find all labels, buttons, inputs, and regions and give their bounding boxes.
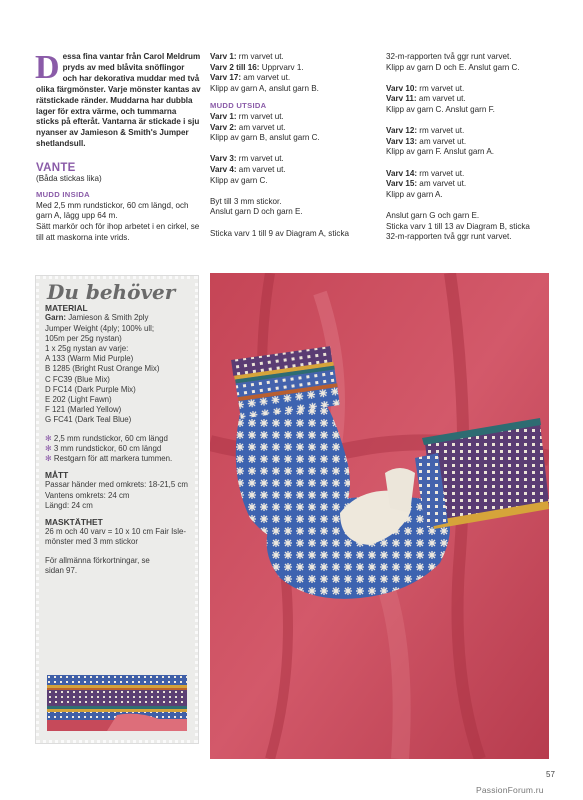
gauge-heading: MASKTÄTHET (45, 517, 103, 528)
instruction-line: 32-m-rapporten två ggr runt varvet. (386, 52, 512, 61)
row-text: am varvet ut. (241, 73, 291, 83)
instruction-line: Klipp av garn C. (210, 175, 268, 185)
row-text: rm varvet ut. (417, 83, 465, 93)
bullet-icon: ✻ (45, 454, 52, 464)
row-label: Varv 10: (386, 83, 418, 93)
instruction-line: Byt till 3 mm stickor. (210, 196, 282, 206)
mitten-cuff-thumbnail (47, 675, 187, 731)
mittens-photo-image (210, 273, 549, 759)
tool-item (45, 434, 189, 444)
row-label: Varv 13: (386, 136, 418, 146)
measurement-line: Passar händer med omkrets: 18-21,5 cm (45, 480, 188, 490)
yarn-color-item: C FC39 (Blue Mix) (45, 374, 110, 384)
mudd-insida-text2: Sätt markör och för ihop arbetet i en cirkel, se till att maskorna inte vrids. (36, 221, 200, 242)
instruction-line: Klipp av garn C. Anslut garn F. (386, 104, 495, 114)
row-label: Varv 2 till 16: (210, 62, 260, 72)
instruction-line: Klipp av garn D och E. Anslut garn C. (386, 62, 520, 72)
row-text: rm varvet ut. (236, 52, 284, 61)
row-text: Upprvarv 1. (259, 62, 304, 72)
intro-paragraph (35, 49, 201, 150)
materials-box-title: Du behöver (47, 280, 176, 304)
bullet-icon: ✻ (45, 433, 52, 443)
row-label: Varv 2: (210, 122, 237, 132)
yarn-color-list (45, 354, 189, 425)
instruction-line: Klipp av garn F. Anslut garn A. (386, 147, 494, 157)
instruction-line: Klipp av garn B, anslut garn C. (210, 133, 320, 143)
row-label: Varv 12: (386, 126, 418, 136)
intro-text: essa fina vantar från Carol Meldrum pryds av med blåvita snöflingor och har dekorativa muddar med två olika färgmönster. Varje mönster kantas av rätstickade ränder. Muddarna har dubbla lager för extra värme, och tummarna sticks på efteråt. Vantarna är stickade i sju nyanser av Jamieson & Smith's Jumper shetlandsull. (36, 52, 201, 149)
instruction-line: 32-m-rapporten två ggr runt varvet. (386, 232, 512, 242)
row-label: Varv 3: (210, 154, 237, 164)
row-text: rm varvet ut. (417, 168, 465, 178)
yarn-color-item: G FC41 (Dark Teal Blue) (45, 415, 132, 425)
tool-text: 2,5 mm rundstickor, 60 cm längd (53, 433, 168, 443)
yarn-color-item: A 133 (Warm Mid Purple) (45, 354, 134, 364)
row-text: rm varvet ut. (236, 154, 284, 164)
instruction-line: Klipp av garn A, anslut garn B. (210, 83, 319, 93)
instruction-line: Klipp av garn A. (386, 189, 443, 199)
row-text: am varvet ut. (417, 136, 467, 146)
row-text: rm varvet ut. (417, 126, 465, 136)
row-text: am varvet ut. (236, 164, 286, 174)
tool-item (45, 444, 189, 454)
row-label: Varv 11: (386, 94, 417, 104)
row-label: Varv 17: (210, 73, 242, 83)
instructions-column-2 (210, 52, 380, 239)
watermark: PassionForum.ru (476, 785, 544, 795)
row-text: am varvet ut. (416, 94, 466, 104)
vante-subtitle: (Båda stickas lika) (36, 173, 102, 183)
yarn-quantity: 1 x 25g nystan av varje: (45, 344, 129, 354)
row-label: Varv 14: (386, 168, 418, 178)
measurement-line: Vantens omkrets: 24 cm (45, 490, 130, 500)
instruction-line: Sticka varv 1 till 13 av Diagram B, sticka (386, 221, 530, 231)
yarn-color-item: D FC14 (Dark Purple Mix) (45, 384, 136, 394)
mudd-insida-text: Med 2,5 mm rundstickor, 60 cm längd, och garn A, lägg upp 64 m. (36, 200, 189, 221)
mittens-photo (210, 273, 549, 759)
vante-title: VANTE (36, 162, 76, 174)
materials-box (36, 276, 198, 743)
abbreviation-note: För allmänna förkortningar, se sidan 97. (45, 555, 150, 575)
mudd-utsida-title: MUDD UTSIDA (210, 101, 267, 111)
material-heading: MATERIAL (45, 303, 88, 314)
row-label: Varv 1: (210, 52, 237, 61)
yarn-text: Jamieson & Smith 2ply Jumper Weight (4ply; 100% ull; 105m per 25g nystan) (45, 313, 155, 343)
yarn-color-item: B 1285 (Bright Rust Orange Mix) (45, 364, 160, 374)
yarn-color-item: F 121 (Marled Yellow) (45, 405, 122, 415)
yarn-label: Garn: (45, 313, 67, 323)
instruction-line: Anslut garn D och garn E. (210, 207, 303, 217)
tool-text: 3 mm rundstickor, 60 cm längd (53, 443, 162, 453)
mudd-insida-title: MUDD INSIDA (36, 190, 90, 200)
gauge-text: 26 m och 40 varv = 10 x 10 cm Fair Isle-mönster med 3 mm stickor (45, 527, 186, 547)
page-number: 57 (546, 770, 555, 779)
measurements-heading: MÅTT (45, 470, 69, 481)
mitten-cuff-image (47, 675, 187, 731)
instruction-line: Sticka varv 1 till 9 av Diagram A, sticka (210, 228, 349, 238)
tool-text: Restgarn för att markera tummen. (53, 454, 173, 464)
tool-list (45, 434, 189, 465)
drop-cap: D (35, 49, 60, 86)
bullet-icon: ✻ (45, 443, 52, 453)
tool-item (45, 454, 189, 464)
row-text: rm varvet ut. (236, 111, 284, 121)
yarn-color-item: E 202 (Light Fawn) (45, 395, 112, 405)
instruction-line: Anslut garn G och garn E. (386, 210, 480, 220)
instructions-column-3 (386, 52, 556, 243)
row-label: Varv 15: (386, 179, 418, 189)
row-label: Varv 4: (210, 164, 237, 174)
row-text: am varvet ut. (417, 179, 467, 189)
row-label: Varv 1: (210, 111, 237, 121)
row-text: am varvet ut. (236, 122, 286, 132)
measurement-line: Längd: 24 cm (45, 500, 93, 510)
vante-section (36, 163, 201, 243)
